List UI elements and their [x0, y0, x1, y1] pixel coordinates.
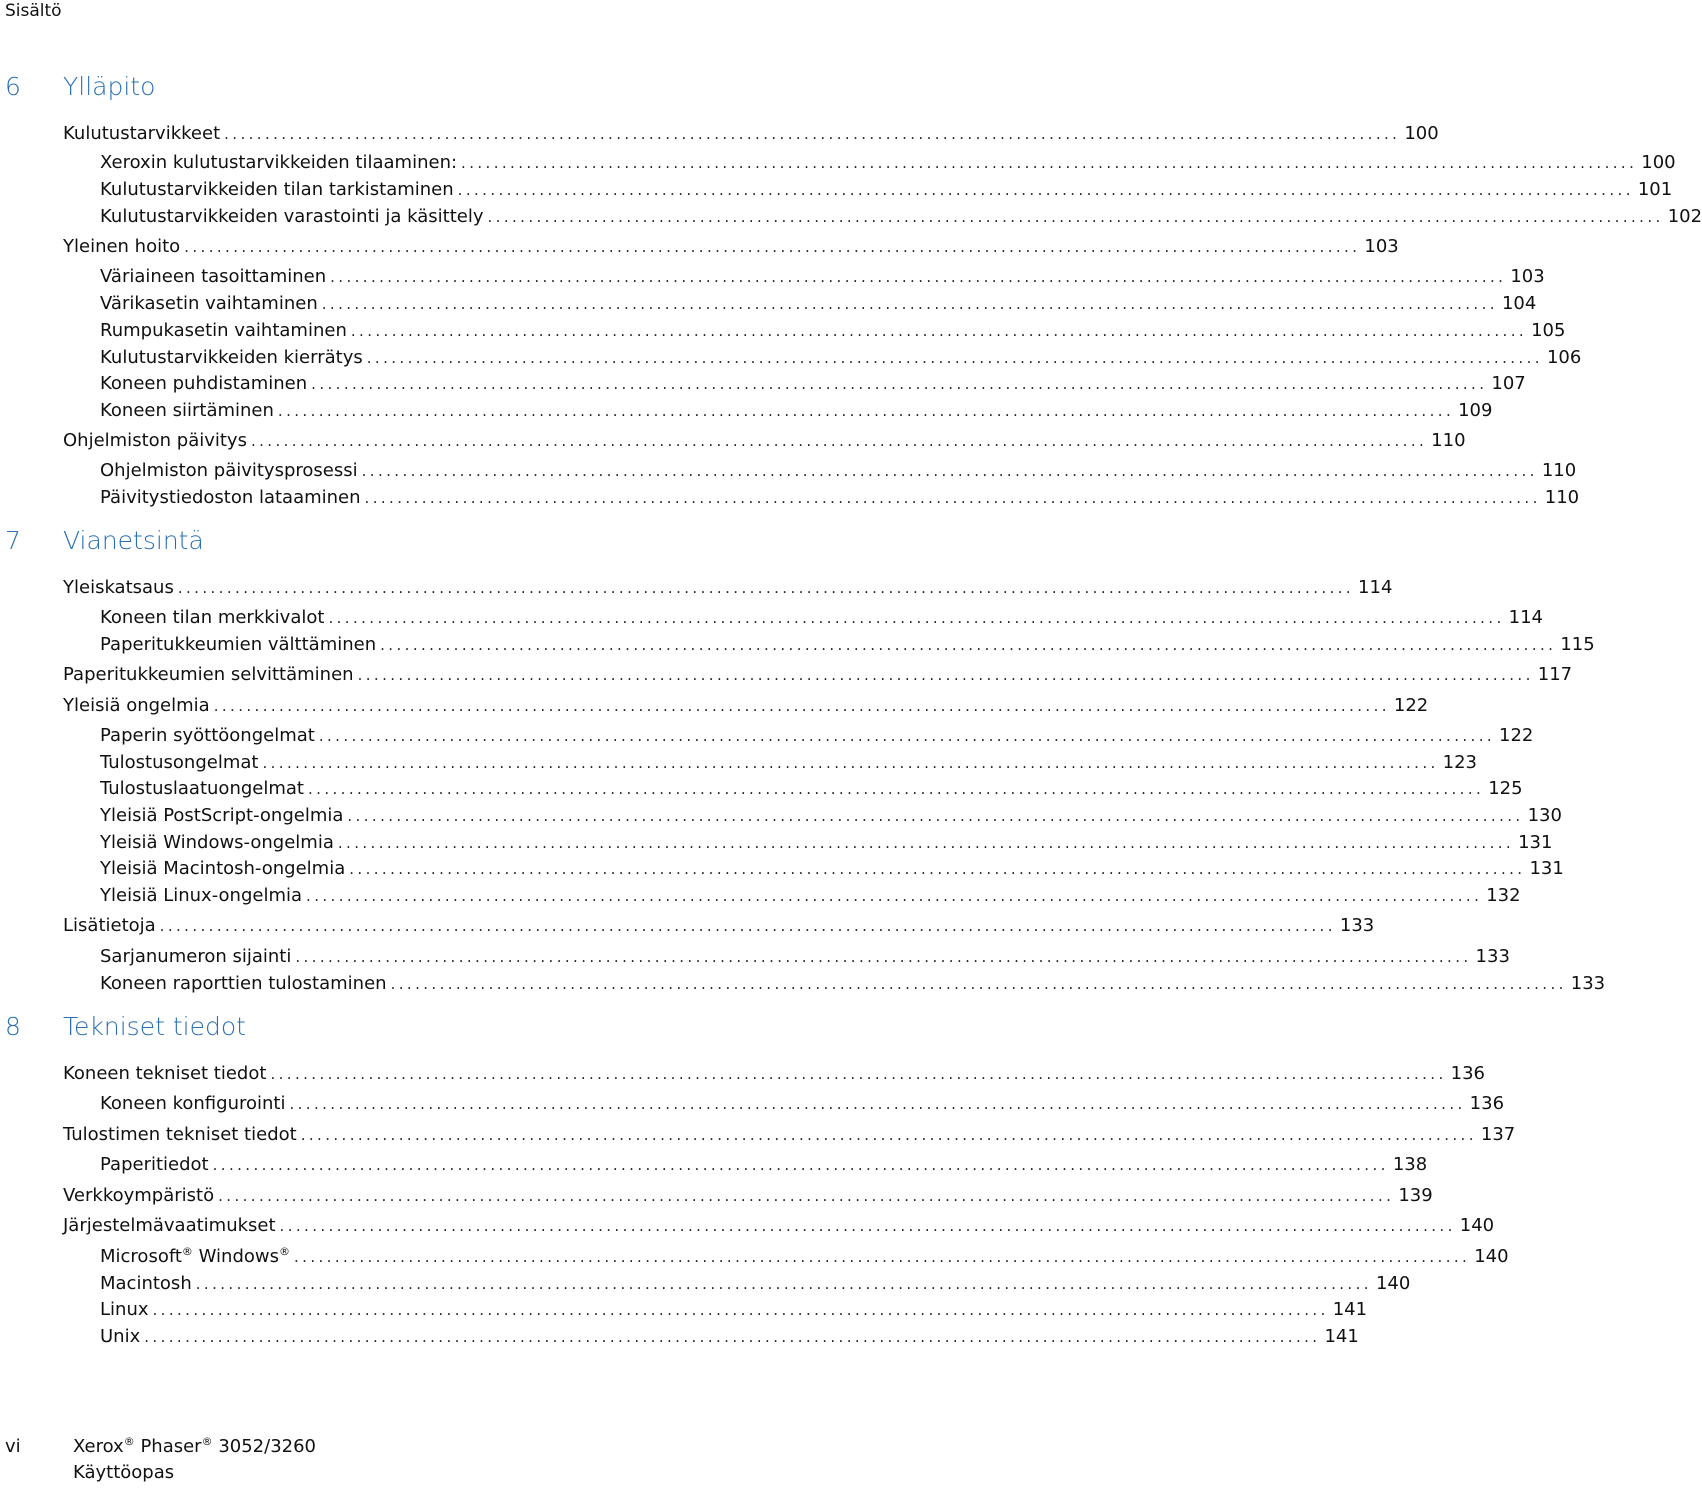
- toc-entry-page: 133: [1475, 946, 1510, 967]
- chapter-title: Tekniset tiedot: [63, 1011, 246, 1041]
- toc-entry-page: 100: [1641, 152, 1676, 173]
- footer-model: 3052/3260: [212, 1436, 316, 1457]
- chapter-number: 8: [5, 1011, 21, 1041]
- dot-leader: ................................................................................................................................................: [349, 860, 1526, 878]
- toc-entry-page: 132: [1486, 885, 1521, 906]
- toc-entry[interactable]: [63, 121, 1439, 147]
- toc-entry-label: Rumpukasetin vaihtaminen: [100, 320, 347, 341]
- dot-leader: ................................................................................................................................................: [277, 402, 1455, 420]
- toc-entry-page: 140: [1459, 1215, 1495, 1236]
- dot-leader: ................................................................................................................................................: [300, 1126, 1477, 1144]
- toc-entry[interactable]: [100, 1244, 1509, 1270]
- toc-entry[interactable]: [100, 632, 1595, 658]
- dot-leader: ................................................................................................................................................: [361, 462, 1538, 480]
- dot-leader: ................................................................................................................................................: [218, 1187, 1395, 1205]
- dot-leader: ................................................................................................................................................: [311, 375, 1488, 393]
- dot-leader: ................................................................................................................................................: [295, 948, 1472, 966]
- toc-entry[interactable]: [63, 1183, 1433, 1209]
- toc-entry-label: Kulutustarvikkeet: [63, 123, 221, 144]
- dot-leader: ................................................................................................................................................: [461, 154, 1638, 172]
- toc-entry-page: 140: [1474, 1246, 1509, 1267]
- dot-leader: ................................................................................................................................................: [195, 1275, 1372, 1293]
- chapter-number: 7: [5, 525, 21, 555]
- running-header: Sisältö: [5, 1, 62, 21]
- chapter-heading[interactable]: [5, 523, 204, 557]
- dot-leader: ................................................................................................................................................: [177, 579, 1355, 597]
- toc-entry-label: Järjestelmävaatimukset: [63, 1215, 276, 1236]
- toc-entry-label: Yleisiä Linux-ongelmia: [100, 885, 303, 906]
- toc-entry-page: 115: [1560, 634, 1595, 655]
- toc-entry[interactable]: [100, 723, 1534, 749]
- toc-entry-page: 122: [1393, 695, 1429, 716]
- registered-mark: ®: [181, 1245, 193, 1258]
- toc-entry-label: Kulutustarvikkeiden tilan tarkistaminen: [100, 179, 454, 200]
- toc-entry[interactable]: [100, 398, 1493, 424]
- toc-entry-label: Yleisiä Macintosh-ongelmia: [100, 858, 346, 879]
- toc-entry-label: Kulutustarvikkeiden varastointi ja käsittely: [100, 206, 484, 227]
- dot-leader: ................................................................................................................................................: [213, 697, 1390, 715]
- chapter-number: 6: [5, 71, 21, 101]
- dot-leader: ................................................................................................................................................: [250, 432, 1428, 450]
- dot-leader: ................................................................................................................................................: [294, 1248, 1471, 1266]
- toc-entry-label: Päivitystiedoston lataaminen: [100, 487, 361, 508]
- toc-entry-label: Koneen tekniset tiedot: [63, 1063, 267, 1084]
- dot-leader: ................................................................................................................................................: [487, 208, 1664, 226]
- toc-entry-label: Koneen siirtäminen: [100, 400, 274, 421]
- toc-entry[interactable]: [63, 234, 1399, 260]
- toc-entry[interactable]: [100, 371, 1526, 397]
- dot-leader: ................................................................................................................................................: [318, 727, 1496, 745]
- dot-leader: ................................................................................................................................................: [159, 917, 1336, 935]
- toc-entry-page: 109: [1458, 400, 1493, 421]
- dot-leader: ................................................................................................................................................: [364, 489, 1541, 507]
- dot-leader: ................................................................................................................................................: [380, 636, 1557, 654]
- toc-entry[interactable]: [100, 291, 1537, 317]
- dot-leader: ................................................................................................................................................: [184, 238, 1361, 256]
- toc-entry-label: Koneen raporttien tulostaminen: [100, 973, 387, 994]
- toc-entry-page: 110: [1431, 430, 1466, 451]
- toc-entry-label: Lisätietoja: [63, 915, 156, 936]
- toc-entry[interactable]: [63, 662, 1573, 688]
- toc-entry-label: Yleisiä PostScript-ongelmia: [100, 805, 344, 826]
- toc-entry[interactable]: [63, 913, 1375, 939]
- toc-entry[interactable]: [63, 575, 1393, 601]
- toc-entry[interactable]: [63, 1213, 1495, 1239]
- toc-entry[interactable]: [100, 485, 1580, 511]
- toc-entry[interactable]: [100, 750, 1478, 776]
- toc-entry-page: 107: [1491, 373, 1526, 394]
- toc-entry-label: Yleisiä ongelmia: [63, 695, 210, 716]
- registered-mark: ®: [279, 1245, 290, 1258]
- toc-entry-label: Koneen puhdistaminen: [100, 373, 308, 394]
- footer-product: Phaser: [134, 1436, 202, 1457]
- dot-leader: ................................................................................................................................................: [224, 125, 1401, 143]
- toc-entry[interactable]: [63, 693, 1429, 719]
- dot-leader: ................................................................................................................................................: [307, 780, 1485, 798]
- toc-entry-page: 110: [1541, 460, 1577, 481]
- toc-entry[interactable]: [100, 971, 1606, 997]
- dot-leader: ................................................................................................................................................: [366, 349, 1543, 367]
- toc-entry-label: Verkkoympäristö: [63, 1185, 215, 1206]
- toc-entry-label: Koneen tilan merkkivalot: [100, 607, 325, 628]
- microsoft-text: Microsoft: [100, 1246, 182, 1267]
- toc-entry[interactable]: [100, 1297, 1368, 1323]
- toc-entry[interactable]: [100, 944, 1510, 970]
- toc-entry-page: 123: [1442, 752, 1478, 773]
- dot-leader: ................................................................................................................................................: [390, 975, 1567, 993]
- toc-entry-page: 139: [1398, 1185, 1433, 1206]
- toc-entry-page: 131: [1529, 858, 1564, 879]
- dot-leader: ................................................................................................................................................: [152, 1301, 1329, 1319]
- dot-leader: ................................................................................................................................................: [357, 666, 1534, 684]
- toc-entry-label: Macintosh: [100, 1273, 192, 1294]
- toc-entry[interactable]: [100, 345, 1582, 371]
- toc-entry-label: Koneen konfigurointi: [100, 1093, 286, 1114]
- toc-entry-page: 137: [1480, 1124, 1516, 1145]
- toc-entry-page: 130: [1527, 805, 1562, 826]
- toc-entry-label: Tulostimen tekniset tiedot: [63, 1124, 297, 1145]
- registered-mark: ®: [123, 1435, 135, 1448]
- toc-entry-label: Paperitiedot: [100, 1154, 209, 1175]
- toc-entry[interactable]: [100, 150, 1676, 176]
- footer-product-name: [73, 1436, 316, 1457]
- toc-entry-page: 140: [1375, 1273, 1411, 1294]
- toc-entry[interactable]: [100, 1152, 1428, 1178]
- footer-page-number: vi: [5, 1436, 21, 1457]
- toc-entry-page: 114: [1358, 577, 1393, 598]
- toc-entry-page: 102: [1667, 206, 1702, 227]
- toc-entry-page: 103: [1510, 266, 1545, 287]
- toc-entry[interactable]: [100, 458, 1577, 484]
- dot-leader: ................................................................................................................................................: [279, 1217, 1456, 1235]
- toc-entry-label: Ohjelmiston päivitysprosessi: [100, 460, 358, 481]
- dot-leader: ................................................................................................................................................: [321, 295, 1498, 313]
- toc-entry-page: 105: [1531, 320, 1566, 341]
- toc-entry-label: Väriaineen tasoittaminen: [100, 266, 327, 287]
- toc-entry-label: Paperin syöttöongelmat: [100, 725, 315, 746]
- toc-entry-label: Yleisiä Windows-ongelmia: [100, 832, 334, 853]
- toc-entry-label: [100, 1244, 294, 1270]
- toc-entry-label: Kulutustarvikkeiden kierrätys: [100, 347, 363, 368]
- toc-entry[interactable]: [100, 830, 1553, 856]
- toc-entry-label: Tulostuslaatuongelmat: [100, 778, 304, 799]
- toc-entry[interactable]: [63, 1122, 1516, 1148]
- toc-entry[interactable]: [100, 318, 1566, 344]
- chapter-title: Ylläpito: [63, 71, 156, 101]
- toc-entry-page: 136: [1450, 1063, 1485, 1084]
- toc-entry-label: Ohjelmiston päivitys: [63, 430, 247, 451]
- toc-entry[interactable]: [100, 776, 1523, 802]
- toc-entry[interactable]: [100, 605, 1543, 631]
- toc-entry-page: 138: [1392, 1154, 1428, 1175]
- footer-brand: Xerox: [73, 1436, 124, 1457]
- toc-entry-page: 110: [1544, 487, 1580, 508]
- toc-entry-label: Paperitukkeumien välttäminen: [100, 634, 377, 655]
- toc-entry-page: 125: [1488, 778, 1523, 799]
- toc-entry-page: 104: [1501, 293, 1537, 314]
- chapter-heading[interactable]: [5, 69, 155, 103]
- toc-entry-label: Linux: [100, 1299, 149, 1320]
- toc-entry-page: 122: [1499, 725, 1534, 746]
- dot-leader: ................................................................................................................................................: [347, 807, 1524, 825]
- toc-entry-label: Sarjanumeron sijainti: [100, 946, 292, 967]
- toc-entry-page: 100: [1404, 123, 1439, 144]
- toc-entry-page: 131: [1518, 832, 1553, 853]
- dot-leader: ................................................................................................................................................: [328, 609, 1505, 627]
- toc-entry[interactable]: [100, 856, 1564, 882]
- dot-leader: ................................................................................................................................................: [262, 754, 1439, 772]
- toc-entry-page: 117: [1537, 664, 1573, 685]
- toc-entry-label: Xeroxin kulutustarvikkeiden tilaaminen:: [100, 152, 458, 173]
- toc-entry-label: Värikasetin vaihtaminen: [100, 293, 318, 314]
- dot-leader: ................................................................................................................................................: [270, 1065, 1447, 1083]
- toc-entry[interactable]: [100, 204, 1702, 230]
- chapter-heading[interactable]: [5, 1009, 246, 1043]
- toc-entry-page: 101: [1637, 179, 1673, 200]
- dot-leader: ................................................................................................................................................: [212, 1156, 1389, 1174]
- footer-doc-type: Käyttöopas: [73, 1462, 175, 1483]
- toc-entry-page: 114: [1508, 607, 1543, 628]
- toc-entry-page: 133: [1339, 915, 1375, 936]
- toc-entry-page: 136: [1469, 1093, 1505, 1114]
- toc-entry-label: Yleinen hoito: [63, 236, 181, 257]
- toc-entry[interactable]: [100, 883, 1521, 909]
- dot-leader: ................................................................................................................................................: [457, 181, 1634, 199]
- toc-entry-label: Unix: [100, 1326, 141, 1347]
- windows-text: Windows: [192, 1246, 279, 1267]
- toc-entry[interactable]: [63, 428, 1466, 454]
- chapter-title: Vianetsintä: [63, 525, 204, 555]
- dot-leader: ................................................................................................................................................: [350, 322, 1528, 340]
- toc-entry[interactable]: [100, 1091, 1505, 1117]
- toc-entry[interactable]: [63, 1061, 1485, 1087]
- toc-entry-page: 141: [1332, 1299, 1368, 1320]
- toc-entry[interactable]: [100, 177, 1673, 203]
- toc-entry[interactable]: [100, 803, 1562, 829]
- toc-entry-page: 103: [1364, 236, 1399, 257]
- toc-entry-page: 141: [1324, 1326, 1359, 1347]
- dot-leader: ................................................................................................................................................: [144, 1328, 1321, 1346]
- dot-leader: ................................................................................................................................................: [289, 1095, 1466, 1113]
- dot-leader: ................................................................................................................................................: [330, 268, 1507, 286]
- toc-entry[interactable]: [100, 1324, 1359, 1350]
- toc-entry[interactable]: [100, 1271, 1411, 1297]
- toc-entry-label: Paperitukkeumien selvittäminen: [63, 664, 354, 685]
- toc-entry-page: 133: [1570, 973, 1606, 994]
- toc-entry-label: Tulostusongelmat: [100, 752, 259, 773]
- dot-leader: ................................................................................................................................................: [306, 887, 1483, 905]
- toc-entry-page: 106: [1546, 347, 1582, 368]
- registered-mark: ®: [201, 1435, 213, 1448]
- toc-entry[interactable]: [100, 264, 1545, 290]
- toc-entry-label: Yleiskatsaus: [63, 577, 174, 598]
- dot-leader: ................................................................................................................................................: [337, 834, 1515, 852]
